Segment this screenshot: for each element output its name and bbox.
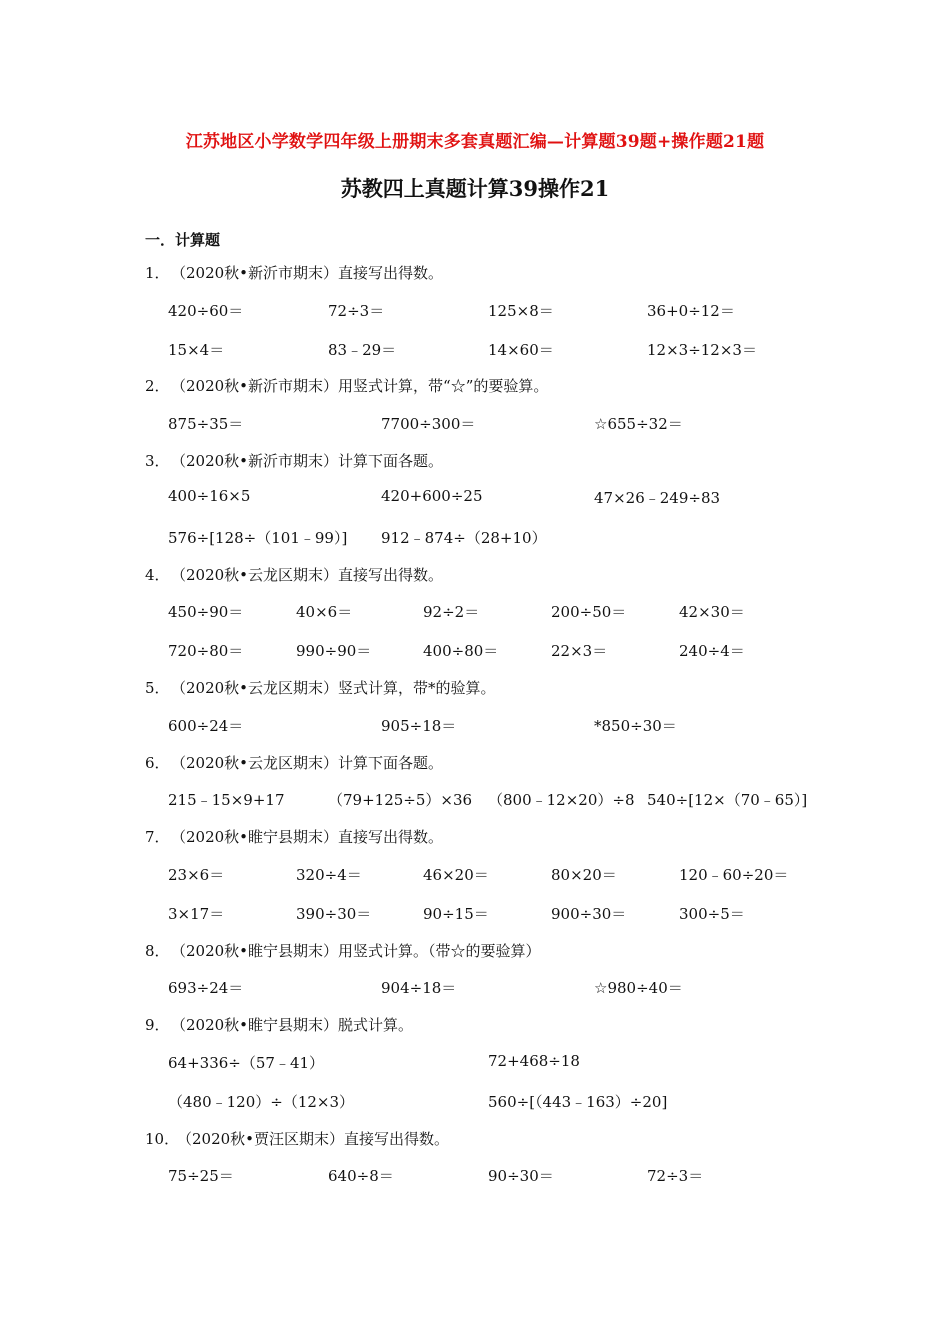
question-text: （2020秋•云龙区期末）直接写出得数。	[171, 566, 444, 584]
problem: 42×30＝	[679, 603, 745, 621]
question-text: （2020秋•云龙区期末）竖式计算，带*的验算。	[171, 679, 496, 697]
question-2	[145, 375, 548, 396]
question-text: （2020秋•新沂市期末）直接写出得数。	[171, 264, 444, 282]
question-number: 6．	[145, 754, 170, 772]
problem: 875÷35＝	[168, 415, 244, 433]
problem: 900÷30＝	[551, 905, 627, 923]
question-text: （2020秋•新沂市期末）计算下面各题。	[171, 452, 444, 470]
problem: 22×3＝	[551, 642, 608, 660]
problem: 200÷50＝	[551, 603, 627, 621]
problem: 905÷18＝	[381, 717, 457, 735]
problem: 720÷80＝	[168, 642, 244, 660]
question-text: （2020秋•睢宁县期末）直接写出得数。	[171, 828, 444, 846]
problem: 46×20＝	[423, 866, 489, 884]
problem: 390÷30＝	[296, 905, 372, 923]
problem: 92÷2＝	[423, 603, 480, 621]
problem: ☆655÷32＝	[594, 415, 683, 433]
question-number: 1．	[145, 264, 170, 282]
question-number: 7．	[145, 828, 170, 846]
problem: 420+600÷25	[381, 487, 483, 505]
problem: 576÷[128÷（101﹣99）]	[168, 529, 348, 547]
question-8	[145, 940, 541, 961]
problem: 36+0÷12＝	[647, 302, 735, 320]
problem: 83﹣29＝	[328, 341, 397, 359]
problem: 640÷8＝	[328, 1167, 394, 1185]
question-5	[145, 677, 496, 698]
problem: 240÷4＝	[679, 642, 745, 660]
problem: 15×4＝	[168, 341, 225, 359]
problem: 320÷4＝	[296, 866, 362, 884]
problem: 400÷16×5	[168, 487, 251, 505]
question-number: 5．	[145, 679, 170, 697]
problem: 600÷24＝	[168, 717, 244, 735]
problem: 75÷25＝	[168, 1167, 234, 1185]
question-number: 3．	[145, 452, 170, 470]
question-text: （2020秋•云龙区期末）计算下面各题。	[171, 754, 444, 772]
question-number: 10．	[145, 1130, 180, 1148]
problem: 40×6＝	[296, 603, 353, 621]
problem: 64+336÷（57﹣41）	[168, 1054, 325, 1072]
problem: 990÷90＝	[296, 642, 372, 660]
problem: 72+468÷18	[488, 1052, 580, 1070]
problem: 300÷5＝	[679, 905, 745, 923]
question-number: 8．	[145, 942, 170, 960]
question-text: （2020秋•睢宁县期末）用竖式计算。（带☆的要验算）	[171, 942, 541, 960]
question-number: 4．	[145, 566, 170, 584]
question-text: （2020秋•睢宁县期末）脱式计算。	[171, 1016, 414, 1034]
question-number: 9．	[145, 1016, 170, 1034]
question-3	[145, 450, 443, 471]
question-10	[145, 1128, 449, 1149]
problem: 12×3÷12×3＝	[647, 341, 757, 359]
problem: 560÷[（443﹣163）÷20]	[488, 1093, 668, 1111]
problem: ☆980÷40＝	[594, 979, 683, 997]
problem: 215﹣15×9+17	[168, 791, 285, 809]
question-6	[145, 752, 443, 773]
problem: 912﹣874÷（28+10）	[381, 529, 547, 547]
problem: 3×17＝	[168, 905, 225, 923]
problem: （79+125÷5）×36	[328, 791, 473, 809]
question-number: 2．	[145, 377, 170, 395]
problem: 23×6＝	[168, 866, 225, 884]
question-text: （2020秋•贾汪区期末）直接写出得数。	[177, 1130, 450, 1148]
problem: 80×20＝	[551, 866, 617, 884]
problem: 72÷3＝	[647, 1167, 704, 1185]
problem: （800﹣12×20）÷8	[488, 791, 635, 809]
problem: 125×8＝	[488, 302, 554, 320]
problem: 90÷30＝	[488, 1167, 554, 1185]
document-main-title: 苏教四上真题计算39操作21	[340, 176, 610, 201]
problem: 120﹣60÷20＝	[679, 866, 789, 884]
section-heading: 一．计算题	[145, 231, 221, 249]
problem: 47×26﹣249÷83	[594, 489, 721, 507]
problem: 693÷24＝	[168, 979, 244, 997]
problem: 72÷3＝	[328, 302, 385, 320]
question-9	[145, 1014, 413, 1035]
document-top-title: 江苏地区小学数学四年级上册期末多套真题汇编—计算题39题+操作题21题	[185, 132, 765, 152]
problem: 420÷60＝	[168, 302, 244, 320]
question-4	[145, 564, 443, 585]
problem: 400÷80＝	[423, 642, 499, 660]
problem: 90÷15＝	[423, 905, 489, 923]
problem: *850÷30＝	[594, 717, 677, 735]
problem: 904÷18＝	[381, 979, 457, 997]
problem: （480﹣120）÷（12×3）	[168, 1093, 355, 1111]
question-text: （2020秋•新沂市期末）用竖式计算，带“☆”的要验算。	[171, 377, 549, 395]
question-1	[145, 262, 443, 283]
problem: 450÷90＝	[168, 603, 244, 621]
problem: 7700÷300＝	[381, 415, 476, 433]
problem: 540÷[12×（70﹣65）]	[647, 791, 808, 809]
problem: 14×60＝	[488, 341, 554, 359]
question-7	[145, 826, 443, 847]
